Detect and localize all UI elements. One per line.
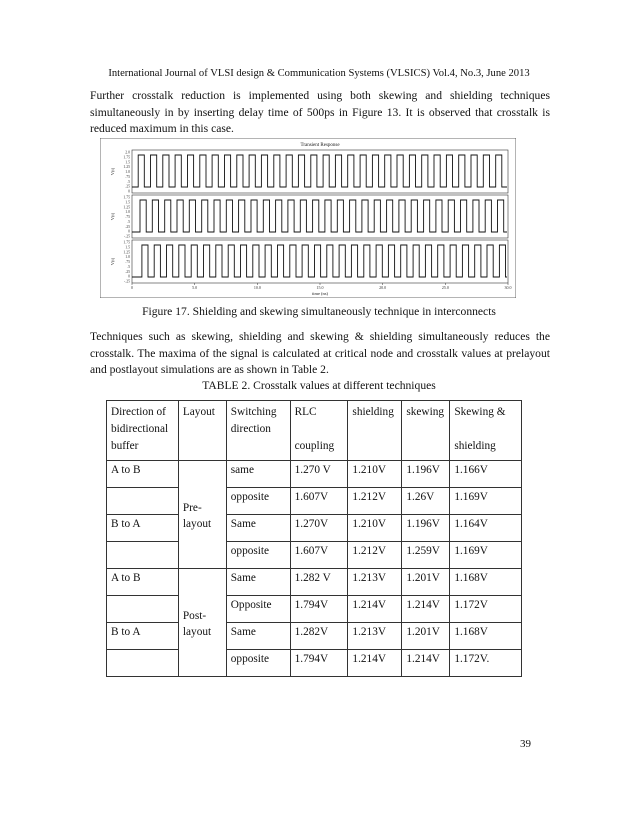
y-tick-label: 1.25 [123, 250, 130, 255]
table-row [107, 515, 522, 542]
cell-shielding: 1.213V [348, 569, 402, 596]
cell-rlc: 1.794V [290, 650, 348, 677]
y-tick-label: -.25 [123, 279, 130, 284]
x-tick-label: 20.0 [379, 285, 387, 290]
cell-switching: opposite [226, 488, 290, 515]
cell-switching: Same [226, 569, 290, 596]
cell-skew-shield: 1.172V. [450, 650, 522, 677]
y-axis-label: V(t) [110, 212, 115, 221]
paragraph-techniques: Techniques such as skewing, shielding and skewing & shielding simultaneously reduces the crosstalk. The maxima of the signal is calculated at critical node and crosstalk values at prelayout and postlayout simulations are as shown in Table 2. [90, 330, 550, 376]
y-tick-label: 0 [128, 189, 130, 194]
y-tick-label: 1.75 [123, 240, 130, 245]
y-tick-label: .75 [125, 260, 130, 264]
cell-shielding: 1.214V [348, 596, 402, 623]
cell-skewing: 1.214V [402, 596, 450, 623]
cell-shielding: 1.212V [348, 542, 402, 569]
y-tick-label: .5 [127, 264, 130, 269]
cell-rlc: 1.607V [290, 488, 348, 515]
x-tick-label: 30.0 [504, 285, 512, 290]
cell-skew-shield: 1.166V [450, 461, 522, 488]
y-tick-label: 0 [128, 229, 130, 234]
header-skew-shield: Skewing & shielding [450, 401, 522, 461]
y-tick-label: 1.5 [125, 245, 130, 250]
cell-rlc: 1.282 V [290, 569, 348, 596]
cell-rlc: 1.794V [290, 596, 348, 623]
x-tick-label: 5.0 [192, 285, 198, 290]
cell-rlc: 1.607V [290, 542, 348, 569]
cell-layout: Pre- layout [178, 461, 226, 569]
y-tick-label: .25 [125, 269, 130, 274]
y-tick-label: -.25 [123, 234, 130, 239]
y-tick-label: .25 [125, 184, 130, 189]
cell-skewing: 1.196V [402, 461, 450, 488]
cell-skewing: 1.201V [402, 569, 450, 596]
y-tick-label: .75 [125, 174, 130, 179]
crosstalk-table [106, 400, 522, 677]
y-tick-label: .5 [127, 219, 130, 224]
y-tick-label: 1.0 [125, 170, 130, 174]
table-row [107, 623, 522, 650]
cell-skewing: 1.196V [402, 515, 450, 542]
y-tick-label: 1.75 [123, 155, 130, 160]
cell-shielding: 1.214V [348, 650, 402, 677]
table-row [107, 542, 522, 569]
cell-rlc: 1.270V [290, 515, 348, 542]
cell-skew-shield: 1.169V [450, 488, 522, 515]
cell-direction: B to A [107, 515, 179, 542]
cell-shielding: 1.210V [348, 461, 402, 488]
header-direction: Direction of bidirectional buffer [107, 401, 179, 461]
cell-shielding: 1.210V [348, 515, 402, 542]
cell-switching: Same [226, 515, 290, 542]
cell-skew-shield: 1.168V [450, 623, 522, 650]
table-row [107, 488, 522, 515]
cell-rlc: 1.282V [290, 623, 348, 650]
y-axis-label: V(t) [110, 167, 115, 176]
cell-rlc: 1.270 V [290, 461, 348, 488]
running-header: International Journal of VLSI design & Communication Systems (VLSICS) Vol.4, No.3, June 2013 [108, 68, 530, 79]
cell-direction [107, 542, 179, 569]
y-tick-label: 1.25 [123, 205, 130, 210]
x-tick-label: 15.0 [316, 285, 324, 290]
y-tick-label: 0 [128, 274, 130, 279]
y-tick-label: 2.0 [125, 150, 130, 155]
y-tick-label: 1.0 [125, 210, 130, 215]
header-shielding: shielding [348, 401, 402, 461]
table-row [107, 461, 522, 488]
x-tick-label: 25.0 [441, 285, 449, 290]
header-layout: Layout [178, 401, 226, 461]
header-skewing: skewing [402, 401, 450, 461]
cell-direction [107, 596, 179, 623]
cell-skew-shield: 1.168V [450, 569, 522, 596]
cell-direction [107, 488, 179, 515]
cell-shielding: 1.212V [348, 488, 402, 515]
cell-direction: A to B [107, 461, 179, 488]
figure-title: Transient Response [300, 143, 340, 148]
table-header-row [107, 401, 522, 461]
cell-direction: B to A [107, 623, 179, 650]
y-tick-label: 1.5 [125, 200, 130, 205]
y-tick-label: 1.5 [125, 160, 130, 165]
table-row [107, 569, 522, 596]
y-tick-label: 1.25 [123, 165, 130, 170]
x-tick-label: 10.0 [253, 285, 261, 290]
header-switching: Switching direction [226, 401, 290, 461]
cell-switching: opposite [226, 542, 290, 569]
cell-skewing: 1.214V [402, 650, 450, 677]
y-axis-label: V(t) [110, 257, 115, 266]
cell-switching: opposite [226, 650, 290, 677]
table-caption: TABLE 2. Crosstalk values at different techniques [202, 379, 436, 392]
table-row [107, 596, 522, 623]
y-tick-label: 1.75 [123, 195, 130, 200]
cell-skew-shield: 1.172V [450, 596, 522, 623]
y-tick-label: .75 [125, 215, 130, 219]
cell-shielding: 1.213V [348, 623, 402, 650]
cell-switching: same [226, 461, 290, 488]
page-number: 39 [520, 738, 531, 750]
table-row [107, 650, 522, 677]
cell-skewing: 1.26V [402, 488, 450, 515]
cell-skew-shield: 1.169V [450, 542, 522, 569]
y-tick-label: 1.0 [125, 255, 130, 260]
header-rlc: RLC coupling [290, 401, 348, 461]
cell-skewing: 1.259V [402, 542, 450, 569]
transient-response-figure [100, 138, 516, 298]
y-tick-label: .25 [125, 224, 130, 229]
cell-skew-shield: 1.164V [450, 515, 522, 542]
paragraph-intro: Further crosstalk reduction is implemented using both skewing and shielding techniques simultaneously in by inserting delay time of 500ps in Figure 13. It is observed that crosstalk is reduced maximum in this case. [90, 89, 550, 135]
cell-skewing: 1.201V [402, 623, 450, 650]
x-tick-label: 0 [131, 285, 133, 290]
cell-layout: Post- layout [178, 569, 226, 677]
cell-direction: A to B [107, 569, 179, 596]
y-tick-label: .5 [127, 179, 130, 184]
cell-switching: Opposite [226, 596, 290, 623]
cell-direction [107, 650, 179, 677]
figure-caption: Figure 17. Shielding and skewing simultaneously technique in interconnects [142, 305, 496, 318]
x-axis-label: time (ns) [311, 291, 329, 296]
cell-switching: Same [226, 623, 290, 650]
